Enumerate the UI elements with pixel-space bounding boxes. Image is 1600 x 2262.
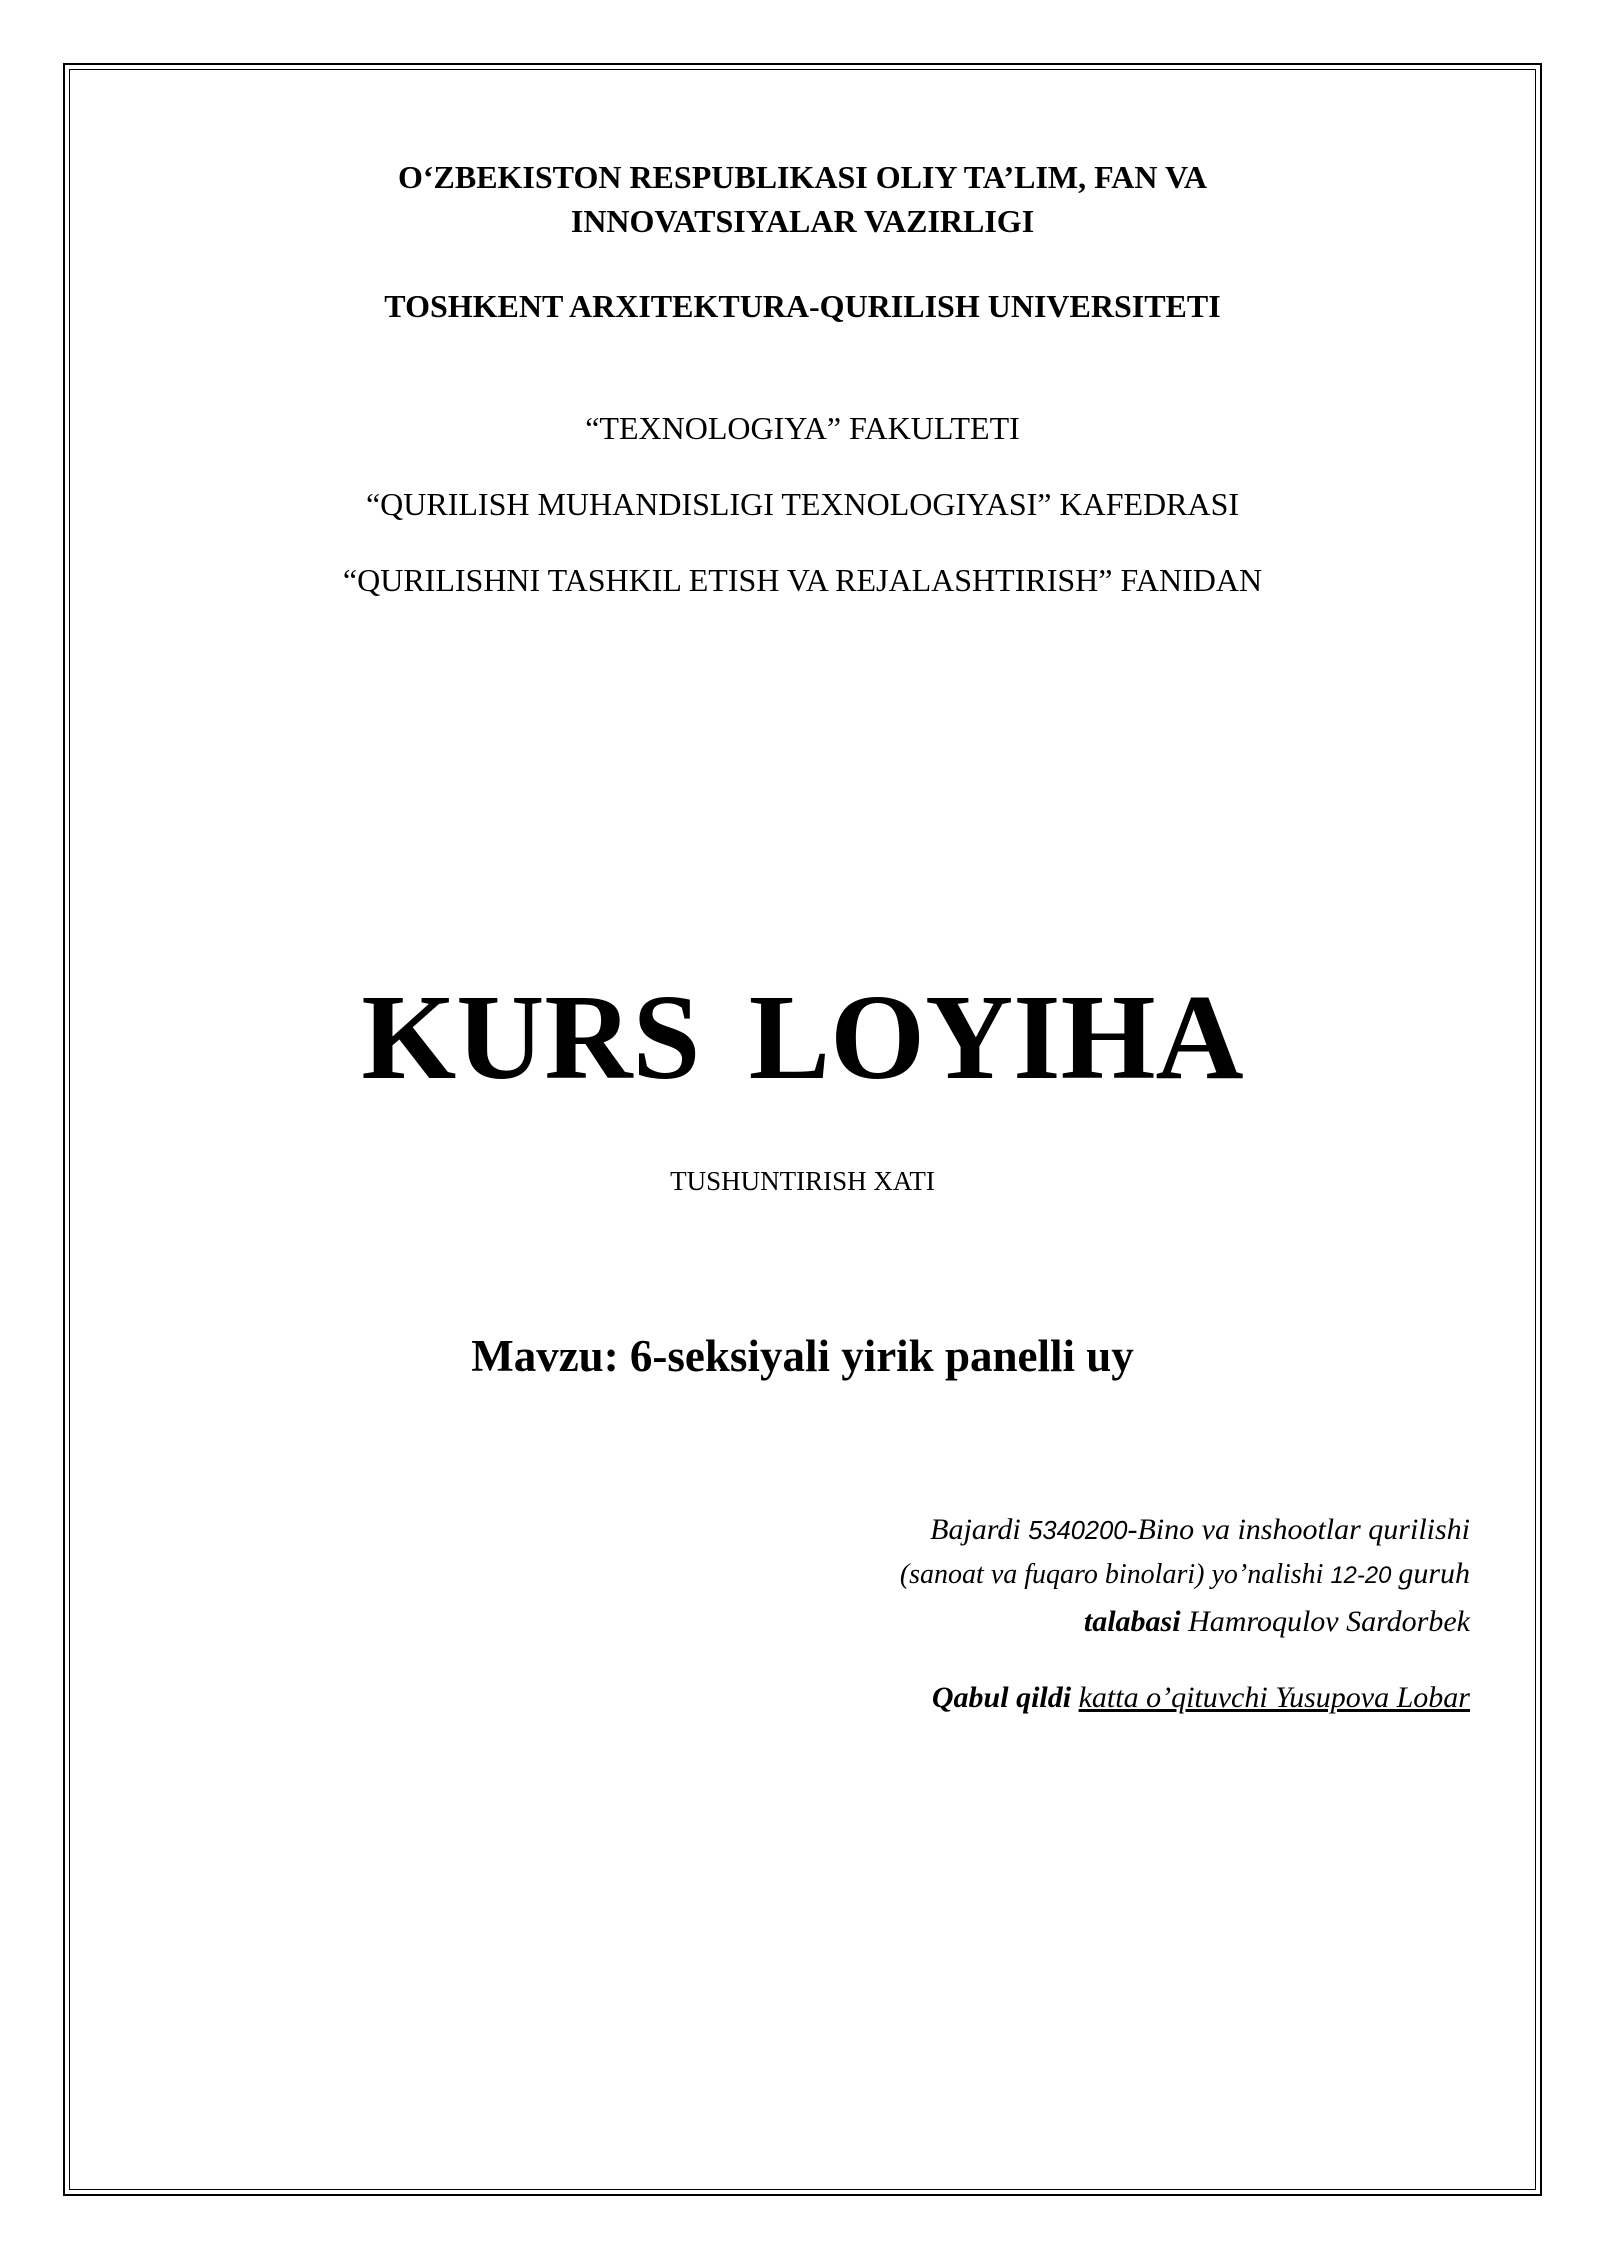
performer-line-1 (570, 1508, 1470, 1553)
ministry-line-2: INNOVATSIYALAR VAZIRLIGI (570, 203, 1035, 239)
program-name: -Bino va inshootlar qurilishi (1127, 1513, 1470, 1546)
ministry-heading (69, 155, 1536, 243)
document-title: KURS LOYIHA (361, 970, 1244, 1105)
performer-label: Bajardi (930, 1513, 1021, 1546)
program-code: 5340200 (1028, 1517, 1128, 1545)
group-number: 12-20 (1330, 1562, 1392, 1589)
subject-line: “QURILISHNI TASHKIL ETISH VA REJALASHTIRISH” FANIDAN (342, 562, 1263, 598)
student-name: Hamroqulov Sardorbek (1188, 1605, 1470, 1638)
document-subtitle: TUSHUNTIRISH XATI (670, 1166, 935, 1196)
topic-line: Mavzu: 6-seksiyali yirik panelli uy (471, 1331, 1134, 1381)
group-label: guruh (1398, 1557, 1470, 1590)
department-line: “QURILISH MUHANDISLIGI TEXNOLOGIYASI” KAFEDRASI (365, 486, 1240, 522)
university-heading: TOSHKENT ARXITEKTURA-QURILISH UNIVERSITETI (384, 288, 1221, 324)
approver-line (570, 1676, 1470, 1720)
approver-label: Qabul qildi (931, 1681, 1072, 1714)
ministry-line-1: O‘ZBEKISTON RESPUBLIKASI OLIY TA’LIM, FAN VA (397, 159, 1208, 195)
program-detail: (sanoat va fuqaro binolari) yo’nalishi (899, 1559, 1324, 1590)
student-label: talabasi (1083, 1605, 1181, 1638)
approver-name: katta o’qituvchi Yusupova Lobar (1078, 1681, 1470, 1714)
page-border-inner (69, 69, 1536, 2190)
performer-line-2 (570, 1552, 1470, 1598)
performer-line-3 (570, 1600, 1470, 1644)
faculty-line: “TEXNOLOGIYA” FAKULTETI (585, 410, 1020, 446)
